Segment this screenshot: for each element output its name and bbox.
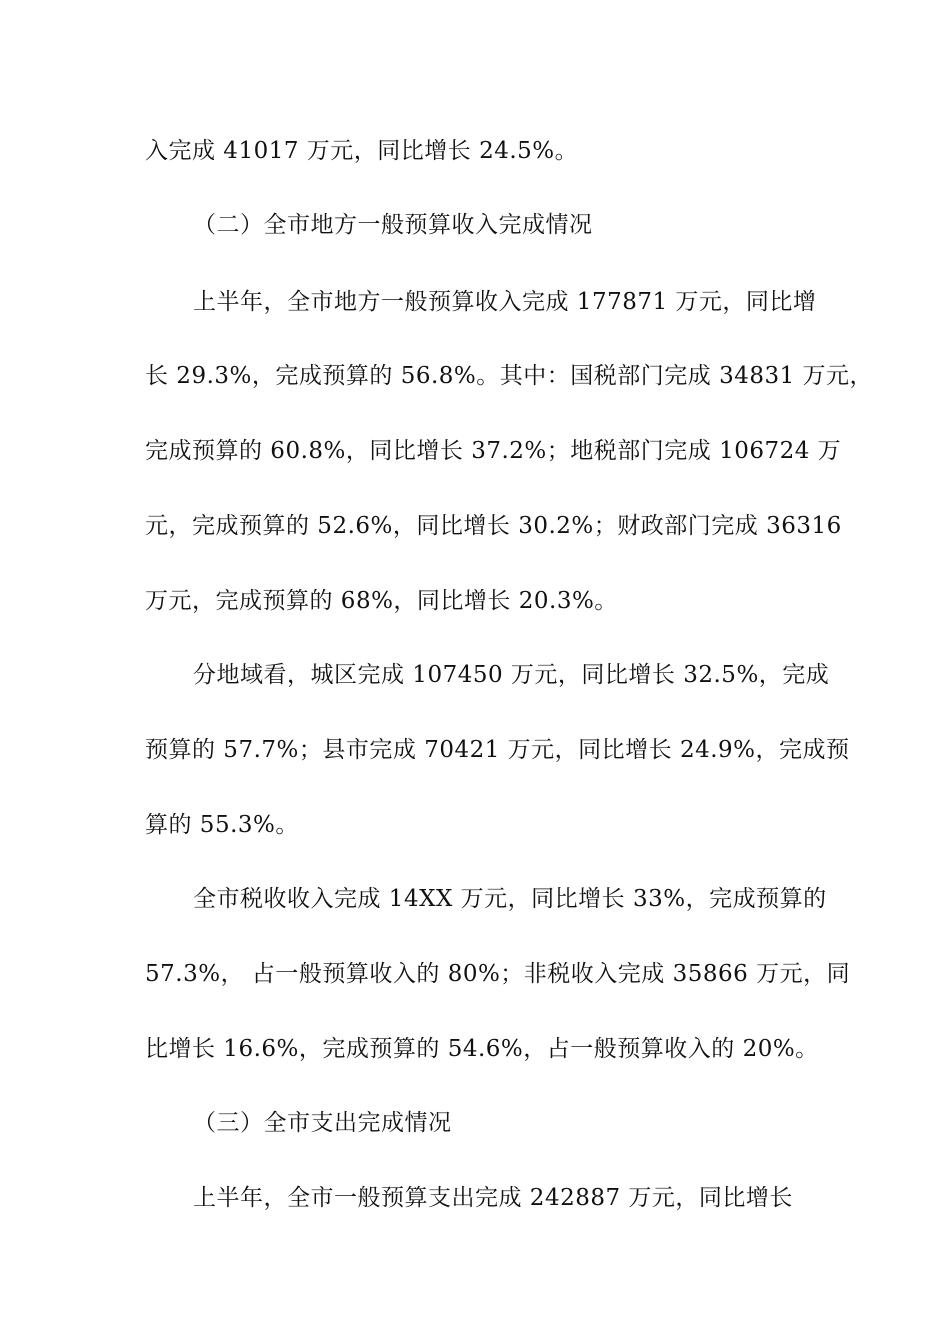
text-line-9: 预算的 57.7%；县市完成 70421 万元，同比增长 24.9%，完成预 [145,737,850,763]
text-line-6: 元，完成预算的 52.6%，同比增长 30.2%；财政部门完成 36316 [145,513,842,539]
text-line-3: 上半年，全市地方一般预算收入完成 177871 万元，同比增 [193,289,817,315]
text-line-7: 万元，完成预算的 68%，同比增长 20.3%。 [145,588,618,614]
text-line-12: 57.3%， 占一般预算收入的 80%；非税收入完成 35866 万元，同 [145,961,851,987]
text-line-5: 完成预算的 60.8%，同比增长 37.2%；地税部门完成 106724 万 [145,438,842,464]
text-line-15: 上半年，全市一般预算支出完成 242887 万元，同比增长 [193,1185,793,1211]
section-heading-3: （三）全市支出完成情况 [193,1110,452,1136]
section-heading-2: （二）全市地方一般预算收入完成情况 [193,212,593,238]
text-line-11: 全市税收收入完成 14XX 万元，同比增长 33%，完成预算的 [193,886,827,912]
text-line-4: 长 29.3%，完成预算的 56.8%。其中：国税部门完成 34831 万元， [145,363,874,389]
text-line-13: 比增长 16.6%，完成预算的 54.6%，占一般预算收入的 20%。 [145,1036,819,1062]
text-line-10: 算的 55.3%。 [145,812,299,838]
text-line-1: 入完成 41017 万元，同比增长 24.5%。 [145,138,579,164]
text-line-8: 分地域看，城区完成 107450 万元，同比增长 32.5%，完成 [193,662,830,688]
